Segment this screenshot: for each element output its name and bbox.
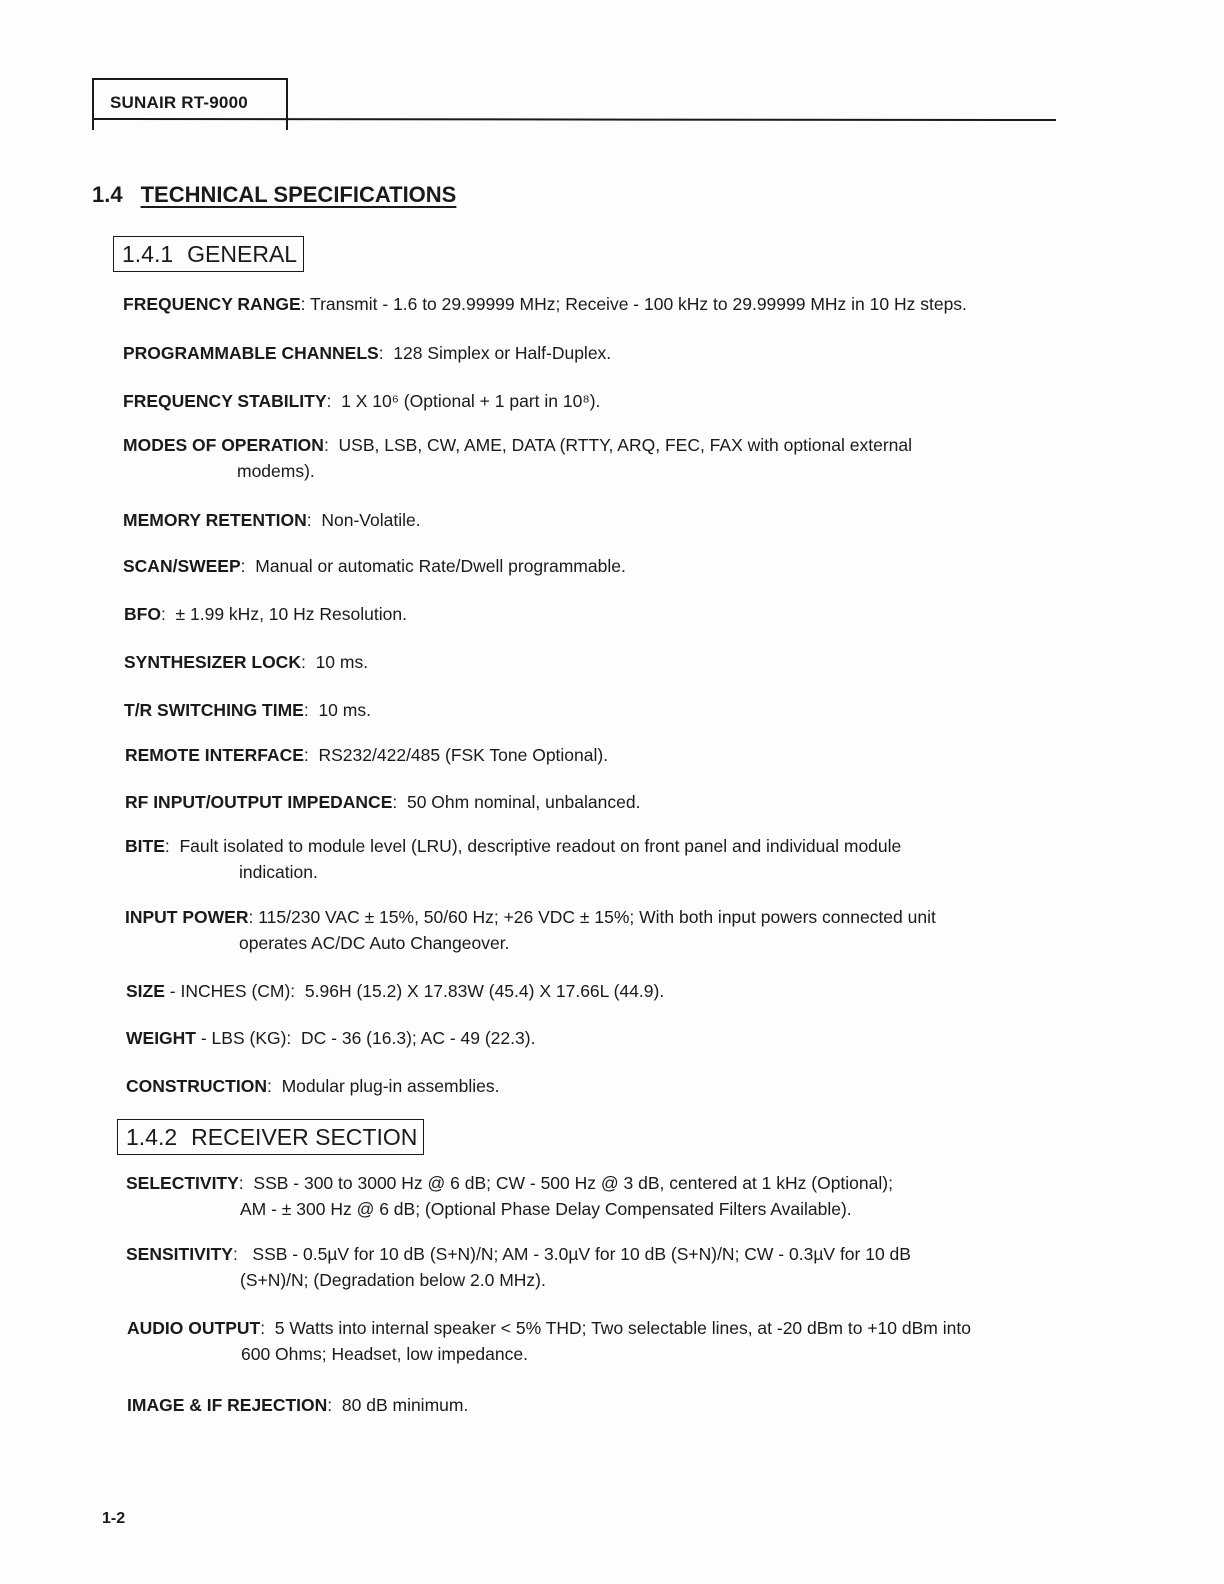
spec-value: ± 1.99 kHz, 10 Hz Resolution. xyxy=(175,604,407,624)
subsection-receiver-heading xyxy=(117,1119,424,1155)
spec-value: 1 X 10⁶ (Optional + 1 part in 10⁸). xyxy=(341,391,601,411)
spec-row xyxy=(123,553,1068,579)
subsection-title: RECEIVER SECTION xyxy=(191,1124,418,1150)
spec-label: T/R SWITCHING TIME xyxy=(124,700,304,720)
spec-separator: : xyxy=(238,1173,254,1193)
spec-label: BFO xyxy=(124,604,161,624)
spec-row xyxy=(126,1170,1071,1222)
spec-value: 5.96H (15.2) X 17.83W (45.4) X 17.66L (44.9). xyxy=(304,981,665,1001)
spec-value-continuation: operates AC/DC Auto Changeover. xyxy=(239,933,510,953)
spec-label: IMAGE & IF REJECTION xyxy=(127,1395,328,1415)
spec-value: DC - 36 (16.3); AC - 49 (22.3). xyxy=(301,1028,536,1048)
spec-row xyxy=(125,742,1070,768)
spec-label: CONSTRUCTION xyxy=(126,1076,267,1096)
spec-value: 10 ms. xyxy=(318,700,371,720)
spec-value: SSB - 300 to 3000 Hz @ 6 dB; CW - 500 Hz @ 3 dB, centered at 1 kHz (Optional); xyxy=(253,1173,893,1193)
spec-row xyxy=(126,978,1071,1004)
spec-separator: : xyxy=(306,510,322,530)
spec-separator: : xyxy=(326,391,342,411)
spec-value: Manual or automatic Rate/Dwell programmable. xyxy=(255,556,626,576)
spec-row xyxy=(123,388,1068,414)
spec-value-continuation: (S+N)/N; (Degradation below 2.0 MHz). xyxy=(240,1270,546,1290)
spec-label: BITE xyxy=(125,836,165,856)
spec-separator: - LBS (KG): xyxy=(196,1028,302,1048)
spec-value: Non-Volatile. xyxy=(321,510,421,530)
spec-separator: : xyxy=(378,343,394,363)
spec-separator: : xyxy=(260,1318,275,1338)
spec-separator: : xyxy=(323,435,339,455)
spec-separator: - INCHES (CM): xyxy=(164,981,305,1001)
subsection-general-heading xyxy=(113,236,304,272)
section-title xyxy=(92,182,456,208)
spec-separator: : xyxy=(160,604,176,624)
spec-row xyxy=(125,904,1070,956)
spec-value: 115/230 VAC ± 15%, 50/60 Hz; +26 VDC ± 15%; With both input powers connected unit xyxy=(258,907,936,927)
spec-value: SSB - 0.5µV for 10 dB (S+N)/N; AM - 3.0µV for 10 dB (S+N)/N; CW - 0.3µV for 10 dB xyxy=(252,1244,911,1264)
spec-label: SYNTHESIZER LOCK xyxy=(124,652,301,672)
spec-value: 128 Simplex or Half-Duplex. xyxy=(393,343,612,363)
spec-label: SCAN/SWEEP xyxy=(123,556,241,576)
spec-separator: : xyxy=(240,556,256,576)
page-number: 1-2 xyxy=(102,1510,126,1527)
spec-separator: : xyxy=(300,652,316,672)
subsection-number: 1.4.1 xyxy=(122,241,174,267)
spec-separator: : xyxy=(164,836,180,856)
spec-label: FREQUENCY RANGE xyxy=(123,294,301,314)
spec-separator: : xyxy=(232,1244,253,1264)
spec-separator: : xyxy=(303,700,319,720)
spec-row xyxy=(124,649,1069,675)
spec-value: Fault isolated to module level (LRU), descriptive readout on front panel and individual module xyxy=(179,836,902,856)
spec-label: RF INPUT/OUTPUT IMPEDANCE xyxy=(125,792,393,812)
spec-value: 80 dB minimum. xyxy=(341,1395,469,1415)
spec-row xyxy=(124,601,1069,627)
section-heading: TECHNICAL SPECIFICATIONS xyxy=(140,182,457,207)
document-header-title: SUNAIR RT-9000 xyxy=(110,93,248,112)
subsection-number: 1.4.2 xyxy=(126,1124,178,1150)
spec-row xyxy=(126,1025,1071,1051)
spec-row xyxy=(123,507,1068,533)
spec-label: WEIGHT xyxy=(126,1028,196,1048)
spec-value: USB, LSB, CW, AME, DATA (RTTY, ARQ, FEC, FAX with optional external xyxy=(338,435,913,455)
spec-separator: : xyxy=(248,907,259,927)
spec-label: FREQUENCY STABILITY xyxy=(123,391,327,411)
spec-label: SENSITIVITY xyxy=(126,1244,233,1264)
spec-label: MODES OF OPERATION xyxy=(123,435,324,455)
spec-label: PROGRAMMABLE CHANNELS xyxy=(123,343,379,363)
spec-label: REMOTE INTERFACE xyxy=(125,745,304,765)
spec-value: 5 Watts into internal speaker < 5% THD; Two selectable lines, at -20 dBm to +10 dBm into xyxy=(274,1318,971,1338)
spec-row xyxy=(127,1392,1072,1418)
spec-value-continuation: 600 Ohms; Headset, low impedance. xyxy=(241,1344,528,1364)
spec-label: AUDIO OUTPUT xyxy=(127,1318,261,1338)
spec-row xyxy=(126,1073,1071,1099)
spec-label: MEMORY RETENTION xyxy=(123,510,307,530)
spec-row xyxy=(125,833,1070,885)
spec-separator: : xyxy=(266,1076,282,1096)
spec-row xyxy=(126,1241,1071,1293)
spec-row xyxy=(127,1315,1072,1367)
spec-value: 10 ms. xyxy=(315,652,369,672)
spec-value: RS232/422/485 (FSK Tone Optional). xyxy=(318,745,609,765)
spec-label: INPUT POWER xyxy=(125,907,249,927)
spec-value: Transmit - 1.6 to 29.99999 MHz; Receive - 100 kHz to 29.99999 MHz in 10 Hz steps. xyxy=(310,294,967,314)
spec-row xyxy=(123,432,1068,484)
spec-label: SELECTIVITY xyxy=(126,1173,239,1193)
spec-row xyxy=(123,291,1068,317)
spec-separator: : xyxy=(392,792,407,812)
section-number: 1.4 xyxy=(92,182,123,207)
spec-row xyxy=(125,789,1070,815)
spec-value: Modular plug-in assemblies. xyxy=(281,1076,500,1096)
subsection-title: GENERAL xyxy=(187,241,298,267)
spec-separator: : xyxy=(327,1395,342,1415)
spec-row xyxy=(123,340,1068,366)
spec-value-continuation: indication. xyxy=(239,862,318,882)
spec-value: 50 Ohm nominal, unbalanced. xyxy=(406,792,641,812)
spec-row xyxy=(124,697,1069,723)
spec-separator: : xyxy=(300,294,311,314)
spec-value-continuation: AM - ± 300 Hz @ 6 dB; (Optional Phase Delay Compensated Filters Available). xyxy=(240,1199,852,1219)
spec-separator: : xyxy=(303,745,319,765)
spec-label: SIZE xyxy=(126,981,165,1001)
spec-value-continuation: modems). xyxy=(237,461,315,481)
